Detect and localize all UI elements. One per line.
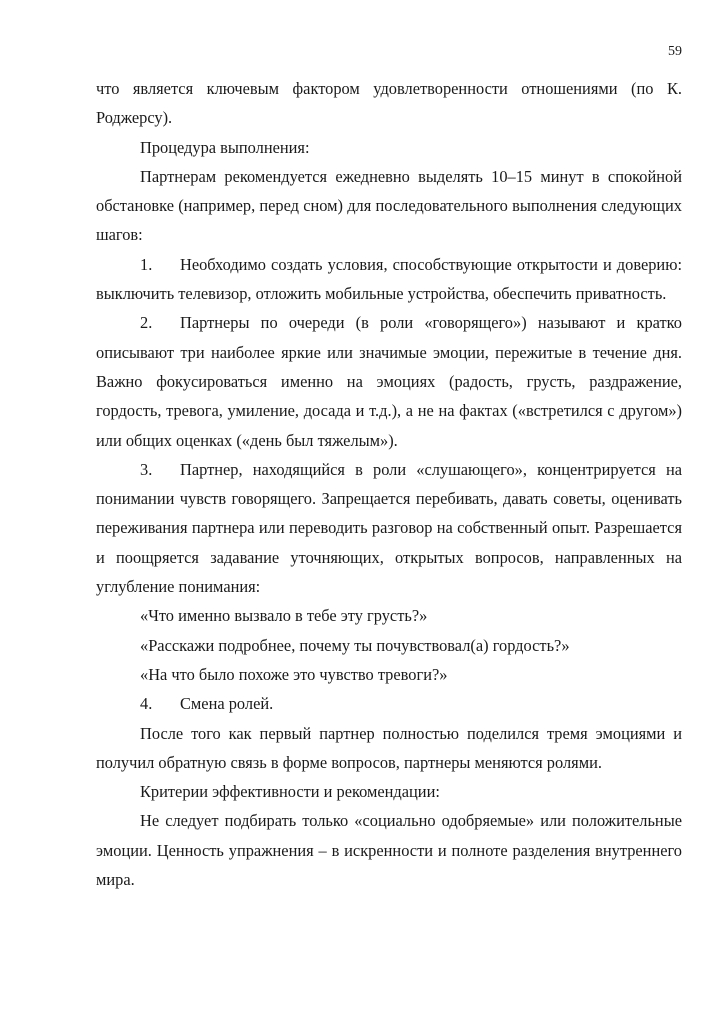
paragraph: Партнерам рекомендуется ежедневно выделять 10–15 минут в спокойной обстановке (например, перед сном) для последовательного выполнения следующих шагов:: [96, 166, 682, 245]
question-example: «Расскажи подробнее, почему ты почувствовал(а) гордость?»: [140, 635, 570, 655]
list-item: [96, 689, 682, 718]
list-number: 2.: [140, 313, 153, 333]
list-number: 3.: [140, 459, 153, 479]
paragraph: Не следует подбирать только «социально одобряемые» или положительные эмоции. Ценность упражнения – в искренности и полноте разделения внутреннего мира.: [96, 811, 682, 890]
paragraph: что является ключевым фактором удовлетворенности отношениями (по К. Роджерсу).: [96, 79, 682, 128]
list-item: [96, 250, 682, 309]
list-number: 4.: [140, 694, 153, 714]
document-body: [96, 74, 682, 894]
paragraph: После того как первый партнер полностью поделился тремя эмоциями и получил обратную связь в форме вопросов, партнеры меняются ролями.: [96, 723, 682, 772]
list-item-text: Партнеры по очереди (в роли «говорящего») называют и кратко описывают три наиболее яркие или значимые эмоции, пережитые в течение дня. Важно фокусироваться именно на эмоциях (радость, грусть, раздражение, гордость, тревога, умиление, досада и т.д.), а не на фактах («встретился с другом») или общих оценках («день был тяжелым»).: [96, 313, 682, 450]
list-item-text: Смена ролей.: [180, 694, 274, 714]
page-number: 59: [668, 44, 682, 59]
paragraph: Критерии эффективности и рекомендации:: [140, 782, 440, 802]
list-item-text: Необходимо создать условия, способствующие открытости и доверию: выключить телевизор, отложить мобильные устройства, обеспечить приватность.: [96, 254, 682, 304]
question-example: «Что именно вызвало в тебе эту грусть?»: [140, 606, 428, 626]
list-item: [96, 308, 682, 454]
question-example: «На что было похоже это чувство тревоги?»: [140, 664, 448, 684]
list-item-text: Партнер, находящийся в роли «слушающего», концентрируется на понимании чувств говорящего. Запрещается перебивать, давать советы, оценивать переживания партнера или переводить разговор на собственный опыт. Разрешается и поощряется задавание уточняющих, открытых вопросов, направленных на углубление понимания:: [96, 459, 682, 597]
list-number: 1.: [140, 254, 153, 274]
list-item: [96, 455, 682, 601]
paragraph: Процедура выполнения:: [140, 137, 310, 157]
